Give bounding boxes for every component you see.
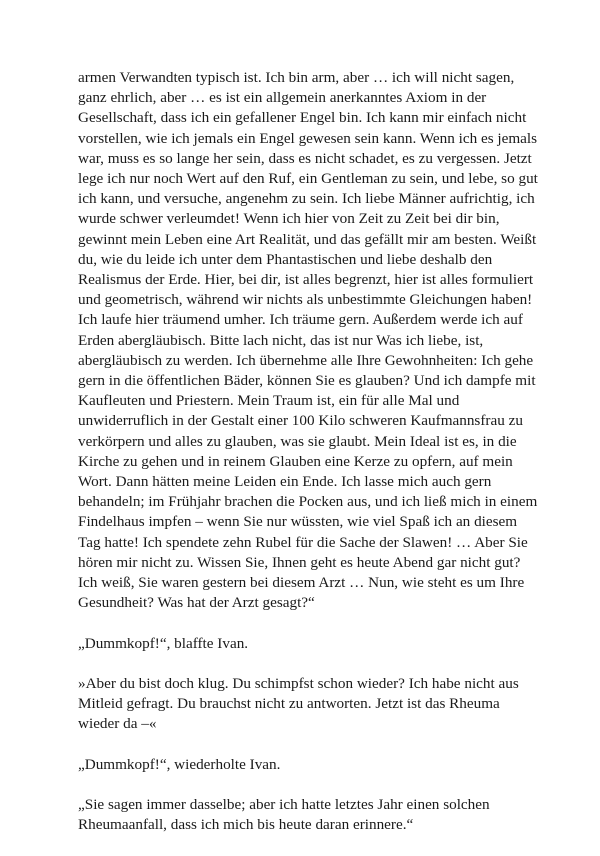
text-line: „Sie sagen immer dasselbe; aber ich hatte letztes Jahr einen solchen	[78, 796, 490, 814]
text-line: Tag hatte! Ich spendete zehn Rubel für die Sache der Slawen! … Aber Sie	[78, 533, 528, 551]
text-line: unwiderruflich in der Gestalt einer 100 Kilo schweren Kaufmannsfrau zu	[78, 412, 523, 430]
paragraph	[78, 795, 530, 835]
text-line: behandeln; im Frühjahr brachen die Pocken aus, und ich ließ mich in einem	[78, 493, 538, 511]
text-line: Kirche zu gehen und in reinem Glauben eine Kerze zu opfern, auf mein	[78, 452, 513, 470]
text-line: ganz ehrlich, aber … es ist ein allgemein anerkanntes Axiom in der	[78, 89, 487, 107]
document-page	[78, 68, 538, 856]
paragraph	[78, 674, 530, 735]
paragraph	[78, 634, 530, 654]
text-line: „Dummkopf!“, wiederholte Ivan.	[78, 755, 281, 773]
paragraph	[78, 68, 538, 613]
text-line: »Aber du bist doch klug. Du schimpfst schon wieder? Ich habe nicht aus	[78, 675, 519, 693]
text-line: wieder da –«	[78, 715, 157, 733]
text-line: lege ich nur noch Wert auf den Ruf, ein Gentleman zu sein, und lebe, so gut	[78, 170, 538, 188]
text-line: armen Verwandten typisch ist. Ich bin arm, aber … ich will nicht sagen,	[78, 69, 515, 86]
text-line: Ich weiß, Sie waren gestern bei diesem Arzt … Nun, wie steht es um Ihre	[78, 574, 525, 592]
text-line: Erden abergläubisch. Bitte lach nicht, das ist nur Was ich liebe, ist,	[78, 331, 484, 349]
text-line: Mitleid gefragt. Du brauchst nicht zu antworten. Jetzt ist das Rheuma	[78, 695, 500, 713]
text-line: verkörpern und alles zu glauben, was sie glaubt. Mein Ideal ist es, in die	[78, 432, 517, 450]
text-line: Rheumaanfall, dass ich mich bis heute daran erinnere.“	[78, 816, 414, 834]
text-line: und geometrisch, während wir nichts als unbestimmte Gleichungen haben!	[78, 291, 533, 309]
text-line: Ich laufe hier träumend umher. Ich träume gern. Außerdem werde ich auf	[78, 311, 523, 329]
text-line: du, wie du leide ich unter dem Phantastischen und liebe deshalb den	[78, 250, 493, 268]
text-line: Realismus der Erde. Hier, bei dir, ist alles begrenzt, hier ist alles formuliert	[78, 271, 534, 289]
text-line: Findelhaus impfen – wenn Sie nur wüssten, wie viel Spaß ich an diesem	[78, 513, 518, 531]
text-line: gern in die öffentlichen Bäder, können Sie es glauben? Und ich dampfe mit	[78, 372, 536, 390]
text-line: hören mir nicht zu. Wissen Sie, Ihnen geht es heute Abend gar nicht gut?	[78, 553, 521, 571]
text-line: Gesellschaft, dass ich ein gefallener Engel bin. Ich kann mir einfach nicht	[78, 109, 527, 127]
text-line: Gesundheit? Was hat der Arzt gesagt?“	[78, 594, 315, 612]
text-line: wurde schwer verleumdet! Wenn ich hier von Zeit zu Zeit bei dir bin,	[78, 210, 500, 228]
text-line: war, muss es so lange her sein, dass es nicht schadet, es zu vergessen. Jetzt	[78, 149, 532, 167]
text-line: Wort. Dann hätten meine Leiden ein Ende. Ich lasse mich auch gern	[78, 473, 492, 491]
text-line: gewinnt mein Leben eine Art Realität, und das gefällt mir am besten. Weißt	[78, 230, 537, 248]
paragraph	[78, 755, 530, 775]
text-line: Kaufleuten und Priestern. Mein Traum ist, ein für alle Mal und	[78, 392, 460, 410]
text-line: ich kann, und versuche, angenehm zu sein. Ich liebe Männer aufrichtig, ich	[78, 190, 535, 208]
text-line: vorstellen, wie ich jemals ein Engel gewesen sein kann. Wenn ich es jemals	[78, 129, 538, 147]
text-line: „Dummkopf!“, blaffte Ivan.	[78, 634, 249, 652]
text-line: abergläubisch zu werden. Ich übernehme alle Ihre Gewohnheiten: Ich gehe	[78, 351, 534, 369]
